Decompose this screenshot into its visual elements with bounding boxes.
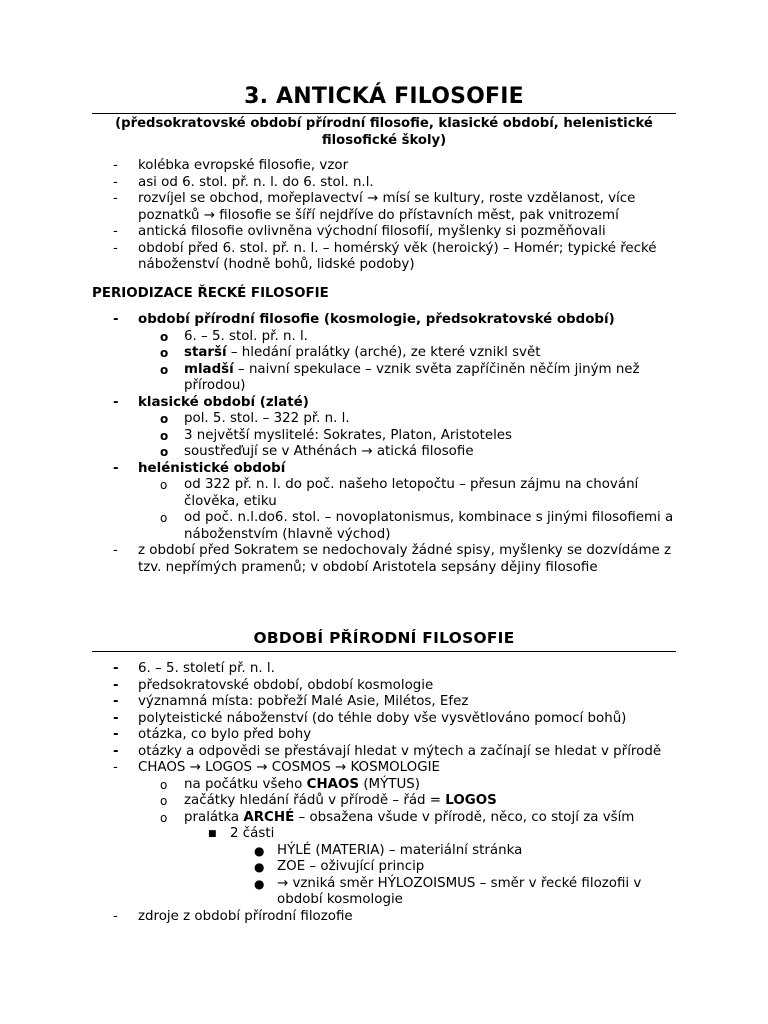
period-natural: - období přírodní filosofie (kosmologie, předsokratovské období) <box>113 312 615 327</box>
bullet-item: ● HÝLÉ (MATERIA) – materiální stránka <box>254 842 523 858</box>
period-hellenistic: - helénistické období <box>113 460 286 476</box>
sub-item: o mladší – naivní spekulace – vznik světa zapříčiněn něčím jiným než přírodou) <box>160 361 640 393</box>
bullet-item: ● ZOE – oživující princip <box>254 859 425 874</box>
sub-item: o starší – hledání pralátky (arché), ze které vznikl svět <box>160 345 541 360</box>
list-item: - zdroje z období přírodní filozofie <box>113 908 353 924</box>
intro-list <box>0 158 768 274</box>
list-item: - CHAOS → LOGOS → COSMOS → KOSMOLOGIE <box>113 760 440 775</box>
sub-item: o soustřeďují se v Athénách → atická filosofie <box>160 444 474 459</box>
sub-item: o pol. 5. stol. – 322 př. n. l. <box>160 411 350 426</box>
list-item: - rozvíjel se obchod, mořeplavectví → mísí se kultury, roste vzdělanost, více poznatků → filosofie se šíří nejdříve do přístavních měst, pak vnitrozemí <box>113 191 636 223</box>
dot-bullet-icon: ● <box>254 876 265 891</box>
sub-item: o 3 největší myslitelé: Sokrates, Platon, Aristoteles <box>160 427 512 443</box>
period-classical: - klasické období (zlaté) <box>113 394 309 410</box>
list-item: - asi od 6. stol. př. n. l. do 6. stol. n.l. <box>113 174 374 190</box>
title-rule <box>92 113 676 114</box>
list-item: - antická filosofie ovlivněna východní filosofií, myšlenky si pozměňovali <box>113 224 606 239</box>
sub-item: o začátky hledání řádů v přírodě – řád = LOGOS <box>160 793 497 808</box>
square-bullet-icon: ■ <box>208 829 217 839</box>
sub-item: o na počátku všeho CHAOS (MÝTUS) <box>160 776 420 792</box>
list-item: - předsokratovské období, období kosmologie <box>113 677 434 693</box>
list-item: - významná místa: pobřeží Malé Asie, Milétos, Efez <box>113 694 469 709</box>
sub-sub-item: ■ 2 části <box>208 826 275 841</box>
list-item: - otázky a odpovědi se přestávají hledat v mýtech a začínají se hledat v přírodě <box>113 743 662 759</box>
list-item: - kolébka evropské filosofie, vzor <box>113 158 349 173</box>
list-item: - 6. – 5. století př. n. l. <box>113 661 275 676</box>
periodization-heading: PERIODIZACE ŘECKÉ FILOSOFIE <box>92 286 329 301</box>
section-title: OBDOBÍ PŘÍRODNÍ FILOSOFIE <box>253 629 515 647</box>
list-item: - polyteistické náboženství (do téhle doby vše vysvětlováno pomocí bohů) <box>113 710 627 726</box>
page-title: 3. ANTICKÁ FILOSOFIE <box>244 84 524 109</box>
dot-bullet-icon: ● <box>254 843 265 858</box>
list-item: - z období před Sokratem se nedochovaly žádné spisy, myšlenky se dozvídáme z tzv. nepřímých pramenů; v období Aristotela sepsány dějiny filosofie <box>113 543 672 575</box>
list-item: - období před 6. stol. př. n. l. – homérský věk (heroický) – Homér; typické řecké náboženství (hodně bohů, lidské podoby) <box>113 240 657 272</box>
bullet-item: ● → vzniká směr HÝLOZOISMUS – směr v řecké filozofii v období kosmologie <box>254 875 642 907</box>
periodization-list <box>0 312 768 576</box>
list-item: - otázka, co bylo před bohy <box>113 727 312 742</box>
sub-item: o od poč. n.l.do6. stol. – novoplatonismus, kombinace s jinými filosofiemi a náboženstvím (hlavně východ) <box>160 510 674 542</box>
sub-item: o 6. – 5. stol. př. n. l. <box>160 328 308 344</box>
section-rule <box>92 651 676 652</box>
natural-philosophy-list <box>0 661 768 925</box>
dot-bullet-icon: ● <box>254 860 265 874</box>
sub-item: o od 322 př. n. l. do poč. našeho letopočtu – přesun zájmu na chování člověka, etiku <box>160 477 639 509</box>
sub-item: o pralátka ARCHÉ – obsažena všude v přírodě, něco, co stojí za vším <box>160 809 635 825</box>
page-subtitle: (předsokratovské období přírodní filosofie, klasické období, helenistické filosofické školy) <box>115 116 653 148</box>
